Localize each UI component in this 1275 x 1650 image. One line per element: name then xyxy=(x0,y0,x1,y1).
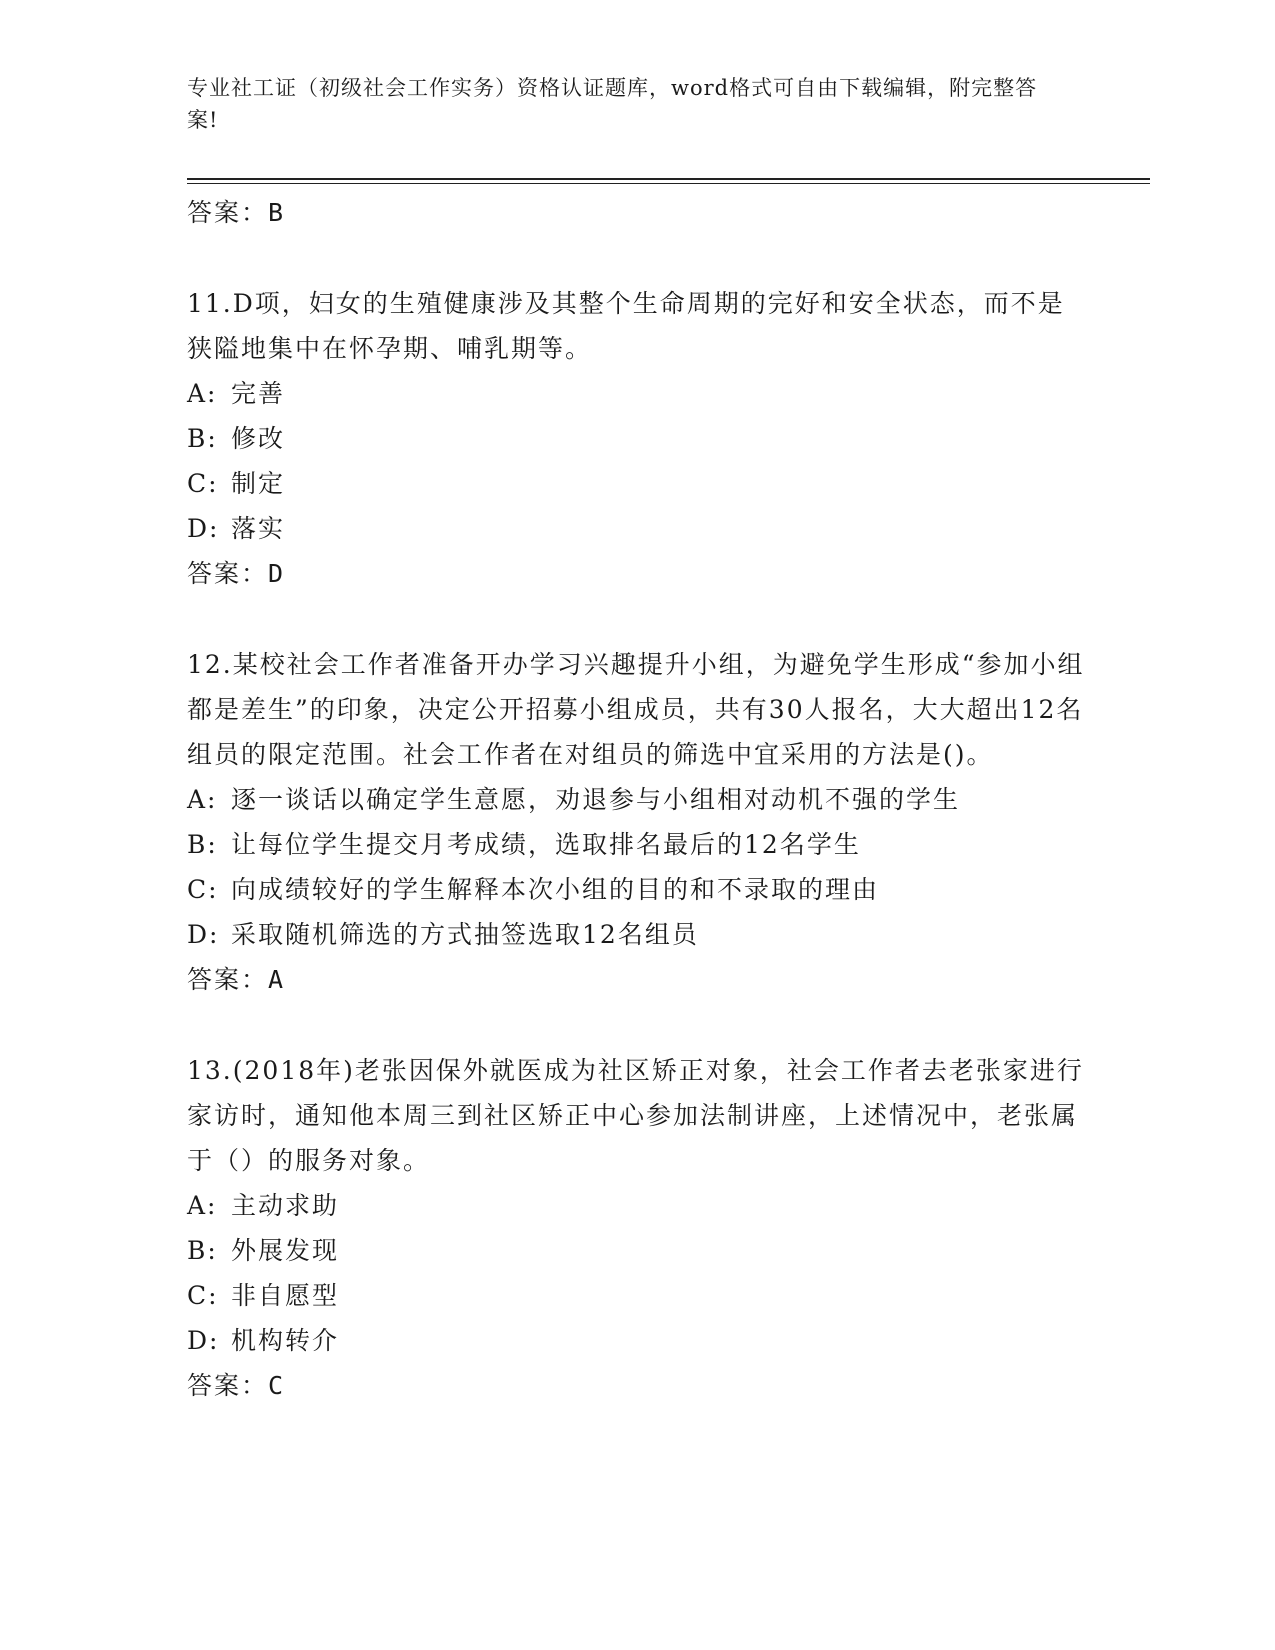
document-header: 专业社工证（初级社会工作实务）资格认证题库，word格式可自由下载编辑，附完整答案! xyxy=(187,76,1038,132)
option-letter: D: xyxy=(187,920,220,949)
question-block xyxy=(187,1048,1087,1408)
question-stem: 12.某校社会工作者准备开办学习兴趣提升小组，为避免学生形成“参加小组都是差生”的印象，决定公开招募小组成员，共有30人报名，大大超出12名组员的限定范围。社会工作者在对组员的筛选中宜采用的方法是()。 xyxy=(187,650,1085,769)
question-list xyxy=(187,190,1087,1408)
option-text: 逐一谈话以确定学生意愿，劝退参与小组相对动机不强的学生 xyxy=(231,785,961,814)
answer-label: 答案： xyxy=(187,965,269,994)
answer-value: D xyxy=(268,559,286,588)
answer-value: B xyxy=(268,198,286,227)
option-d xyxy=(187,912,1087,957)
option-b xyxy=(187,416,1087,461)
option-text: 制定 xyxy=(231,469,286,498)
option-d xyxy=(187,506,1087,551)
header-rule-thick xyxy=(187,178,1150,180)
answer-line xyxy=(187,190,1087,235)
answer-label: 答案： xyxy=(187,1371,269,1400)
option-text: 向成绩较好的学生解释本次小组的目的和不录取的理由 xyxy=(231,875,880,904)
option-c xyxy=(187,1273,1087,1318)
option-a xyxy=(187,777,1087,822)
answer-line xyxy=(187,1363,1087,1408)
option-text: 机构转介 xyxy=(231,1326,340,1355)
option-text: 让每位学生提交月考成绩，选取排名最后的12名学生 xyxy=(231,830,861,859)
option-a xyxy=(187,1183,1087,1228)
answer-line xyxy=(187,957,1087,1002)
option-letter: A: xyxy=(187,1191,218,1220)
option-b xyxy=(187,822,1087,867)
answer-label: 答案： xyxy=(187,559,269,588)
spacer xyxy=(187,235,1087,281)
option-a xyxy=(187,371,1087,416)
option-letter: C: xyxy=(187,1281,219,1310)
option-text: 修改 xyxy=(231,424,286,453)
option-d xyxy=(187,1318,1087,1363)
option-letter: A: xyxy=(187,379,218,408)
option-letter: D: xyxy=(187,514,220,543)
question-block xyxy=(187,642,1087,1002)
option-text: 落实 xyxy=(231,514,286,543)
option-b xyxy=(187,1228,1087,1273)
spacer xyxy=(187,596,1087,642)
answer-label: 答案： xyxy=(187,198,269,227)
option-letter: D: xyxy=(187,1326,220,1355)
option-letter: C: xyxy=(187,875,219,904)
question-block xyxy=(187,281,1087,596)
option-text: 采取随机筛选的方式抽签选取12名组员 xyxy=(231,920,699,949)
answer-value: C xyxy=(268,1371,286,1400)
option-text: 外展发现 xyxy=(231,1236,340,1265)
option-c xyxy=(187,461,1087,506)
option-letter: C: xyxy=(187,469,219,498)
option-letter: B: xyxy=(187,830,218,859)
option-letter: B: xyxy=(187,424,218,453)
question-stem: 13.(2018年)老张因保外就医成为社区矫正对象，社会工作者去老张家进行家访时，通知他本周三到社区矫正中心参加法制讲座，上述情况中，老张属于（）的服务对象。 xyxy=(187,1056,1084,1175)
question-stem: 11.D项，妇女的生殖健康涉及其整个生命周期的完好和安全状态，而不是狭隘地集中在怀孕期、哺乳期等。 xyxy=(187,289,1065,363)
option-text: 非自愿型 xyxy=(231,1281,340,1310)
answer-line xyxy=(187,551,1087,596)
option-text: 完善 xyxy=(231,379,286,408)
option-letter: A: xyxy=(187,785,218,814)
answer-value: A xyxy=(268,965,286,994)
option-text: 主动求助 xyxy=(231,1191,340,1220)
spacer xyxy=(187,1002,1087,1048)
option-c xyxy=(187,867,1087,912)
header-rule-thin xyxy=(187,183,1150,184)
option-letter: B: xyxy=(187,1236,218,1265)
